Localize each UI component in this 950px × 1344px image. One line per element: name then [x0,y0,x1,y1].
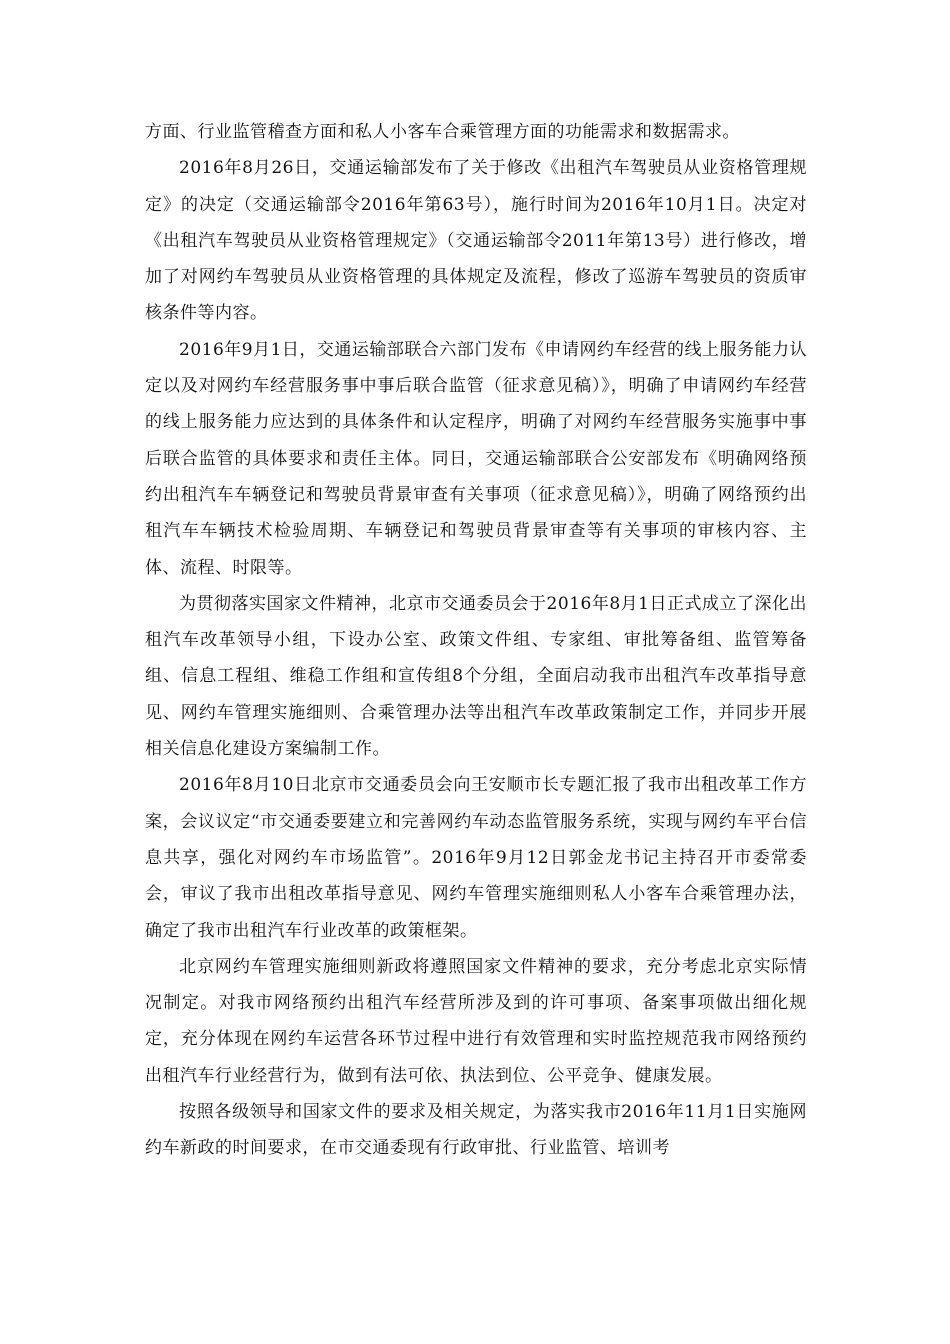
paragraph-new-policy-timeline: 按照各级领导和国家文件的要求及相关规定，为落实我市2016年11月1日实施网约车新政的时间要求，在市交通委现有行政审批、行业监管、培训考 [145,1102,807,1159]
paragraph-reform-report: 2016年8月10日北京市交通委员会向王安顺市长专题汇报了我市出租改革工作方案，会议议定“市交通委要建立和完善网约车动态监管服务系统，实现与网约车平台信息共享，强化对网约车市场监管”。2016年9月12日郭金龙书记主持召开市委常委会，审议了我市出租改革指导意见、网约车管理实施细则私人小客车合乘管理办法，确定了我市出租汽车行业改革的政策框架。 [145,775,807,941]
paragraph-online-service-capability: 2016年9月1日，交通运输部联合六部门发布《申请网约车经营的线上服务能力认定以及对网约车经营服务事中事后联合监管（征求意见稿）》，明确了申请网约车经营的线上服务能力应达到的具体条件和认定程序，明确了对网约车经营服务实施事中事后联合监管的具体要求和责任主体。同日，交通运输部联合公安部发布《明确网络预约出租汽车车辆登记和驾驶员背景审查有关事项（征求意见稿）》，明确了网络预约出租汽车车辆技术检验周期、车辆登记和驾驶员背景审查等有关事项的审核内容、主体、流程、时限等。 [145,339,807,578]
paragraph-continued: 方面、行业监管稽查方面和私人小客车合乘管理方面的功能需求和数据需求。 [145,122,740,142]
body-text [145,114,807,1167]
paragraph-implementation-rules: 北京网约车管理实施细则新政将遵照国家文件精神的要求，充分考虑北京实际情况制定。对我市网络预约出租汽车经营所涉及到的许可事项、备案事项做出细化规定，充分体现在网约车运营各环节过程中进行有效管理和实时监控规范我市网络预约出租汽车行业经营行为，做到有法可依、执法到位、公平竞争、健康发展。 [145,956,807,1086]
paragraph-reform-leadership-group: 为贯彻落实国家文件精神，北京市交通委员会于2016年8月1日正式成立了深化出租汽车改革领导小组，下设办公室、政策文件组、专家组、审批筹备组、监管筹备组、信息工程组、维稳工作组和宣传组8个分组，全面启动我市出租汽车改革指导意见、网约车管理实施细则、合乘管理办法等出租汽车改革政策制定工作，并同步开展相关信息化建设方案编制工作。 [145,593,807,760]
paragraph-driver-qualification-rule: 2016年8月26日，交通运输部发布了关于修改《出租汽车驾驶员从业资格管理规定》的决定（交通运输部令2016年第63号），施行时间为2016年10月1日。决定对《出租汽车驾驶员从业资格管理规定》（交通运输部令2011年第13号）进行修改，增加了对网约车驾驶员从业资格管理的具体规定及流程，修改了巡游车驾驶员的资质审核条件等内容。 [145,158,807,324]
